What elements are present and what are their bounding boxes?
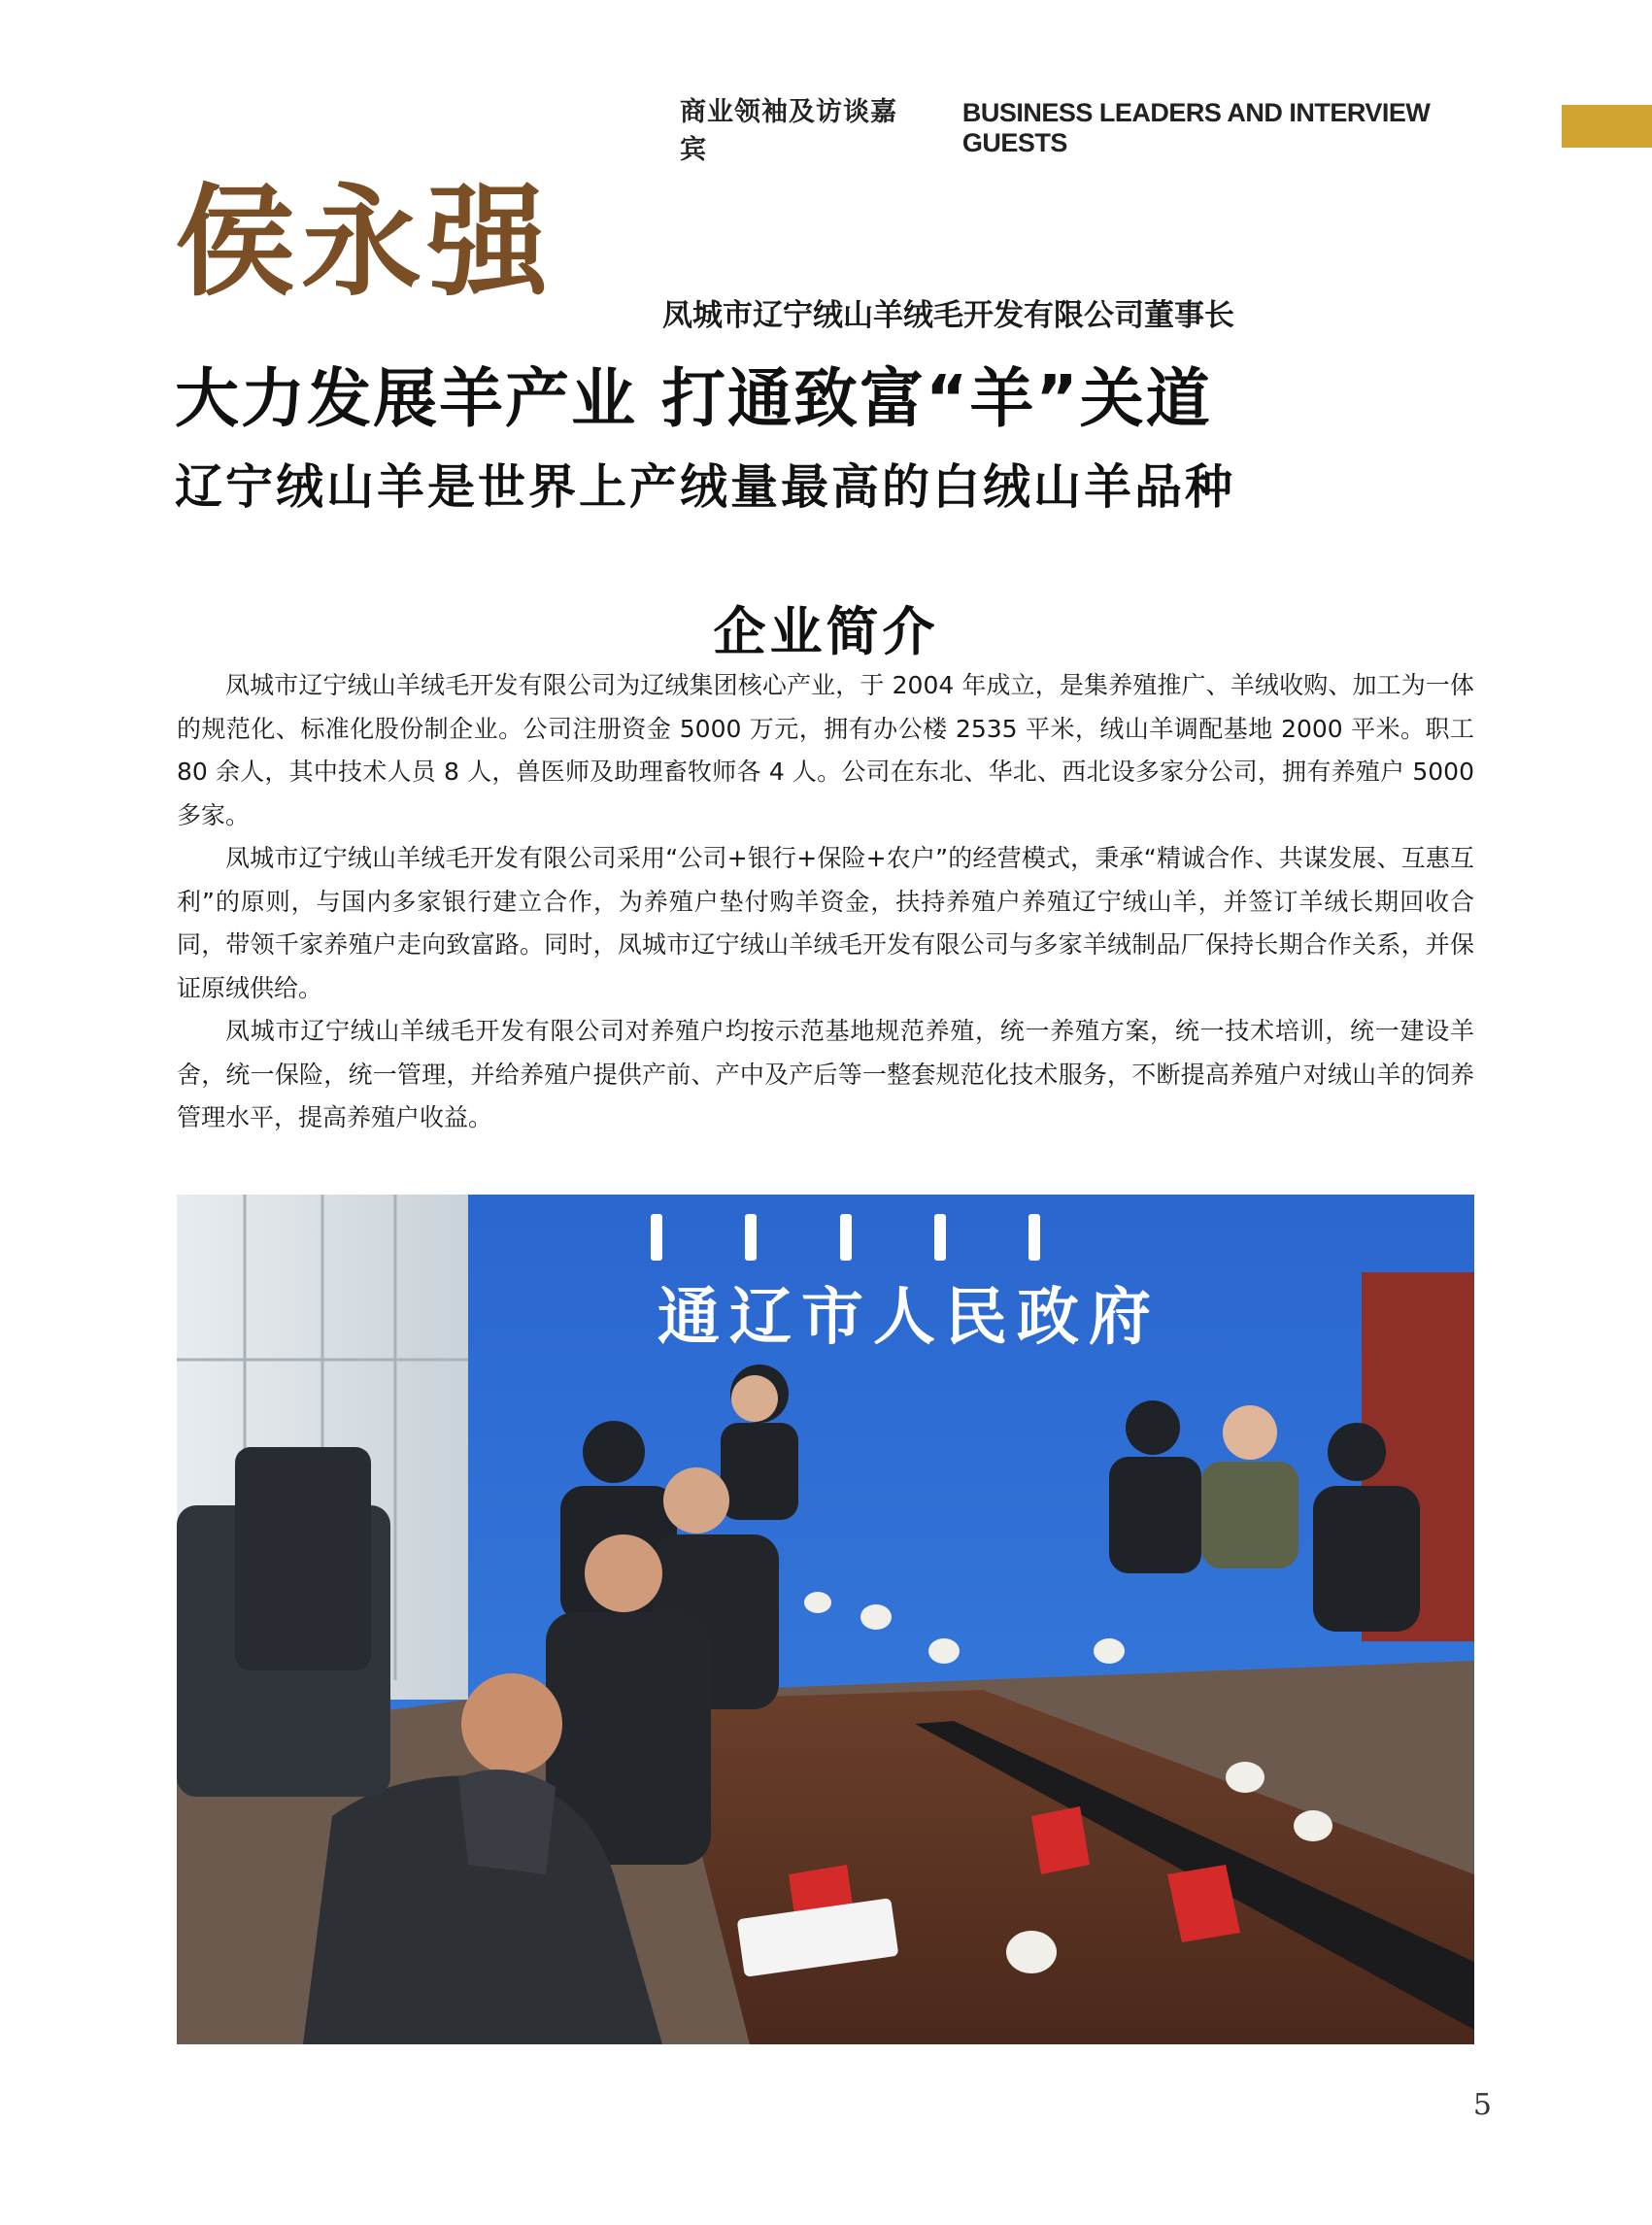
paragraph: 凤城市辽宁绒山羊绒毛开发有限公司为辽绒集团核心产业，于 2004 年成立，是集养殖推广、羊绒收购、加工为一体的规范化、标准化股份制企业。公司注册资金 5000 万元，拥有办公楼 2535 平米，绒山羊调配基地 2000 平米。职工 80 余人，其中技术人员 8 人，兽医师及助理畜牧师各 4 人。公司在东北、华北、西北设多家分公司，拥有养殖户 5000 多家。	[177, 671, 1474, 829]
article-body	[177, 664, 1474, 1140]
meeting-photo-illustration	[177, 1195, 1474, 2044]
paragraph: 凤城市辽宁绒山羊绒毛开发有限公司采用“公司+银行+保险+农户”的经营模式，秉承“精诚合作、共谋发展、互惠互利”的原则，与国内多家银行建立合作，为养殖户垫付购羊资金，扶持养殖户养殖辽宁绒山羊，并签订羊绒长期回收合同，带领千家养殖户走向致富路。同时，凤城市辽宁绒山羊绒毛开发有限公司与多家羊绒制品厂保持长期合作关系，并保证原绒供给。	[177, 844, 1474, 1002]
section-title: 企业简介	[713, 600, 939, 662]
page-number: 5	[1472, 2088, 1492, 2122]
person-title: 凤城市辽宁绒山羊绒毛开发有限公司董事长	[662, 298, 1234, 333]
gold-tab-marker	[1562, 105, 1652, 148]
article-subheadline: 辽宁绒山羊是世界上产绒量最高的白绒山羊品种	[175, 458, 1236, 515]
meeting-photo	[177, 1195, 1474, 2044]
section-label-en: BUSINESS LEADERS AND INTERVIEW GUESTS	[961, 98, 1431, 157]
person-name: 侯永强	[175, 172, 555, 313]
section-label-zh: 商业领袖及访谈嘉宾	[680, 97, 897, 164]
running-header	[680, 97, 1534, 164]
article-headline: 大力发展羊产业 打通致富“羊”关道	[175, 361, 1212, 436]
paragraph: 凤城市辽宁绒山羊绒毛开发有限公司对养殖户均按示范基地规范养殖，统一养殖方案，统一技术培训，统一建设羊舍，统一保险，统一管理，并给养殖户提供产前、产中及产后等一整套规范化技术服务，不断提高养殖户对绒山羊的饲养管理水平，提高养殖户收益。	[177, 1017, 1474, 1131]
wall-sign: 通辽市人民政府	[657, 1282, 1161, 1354]
